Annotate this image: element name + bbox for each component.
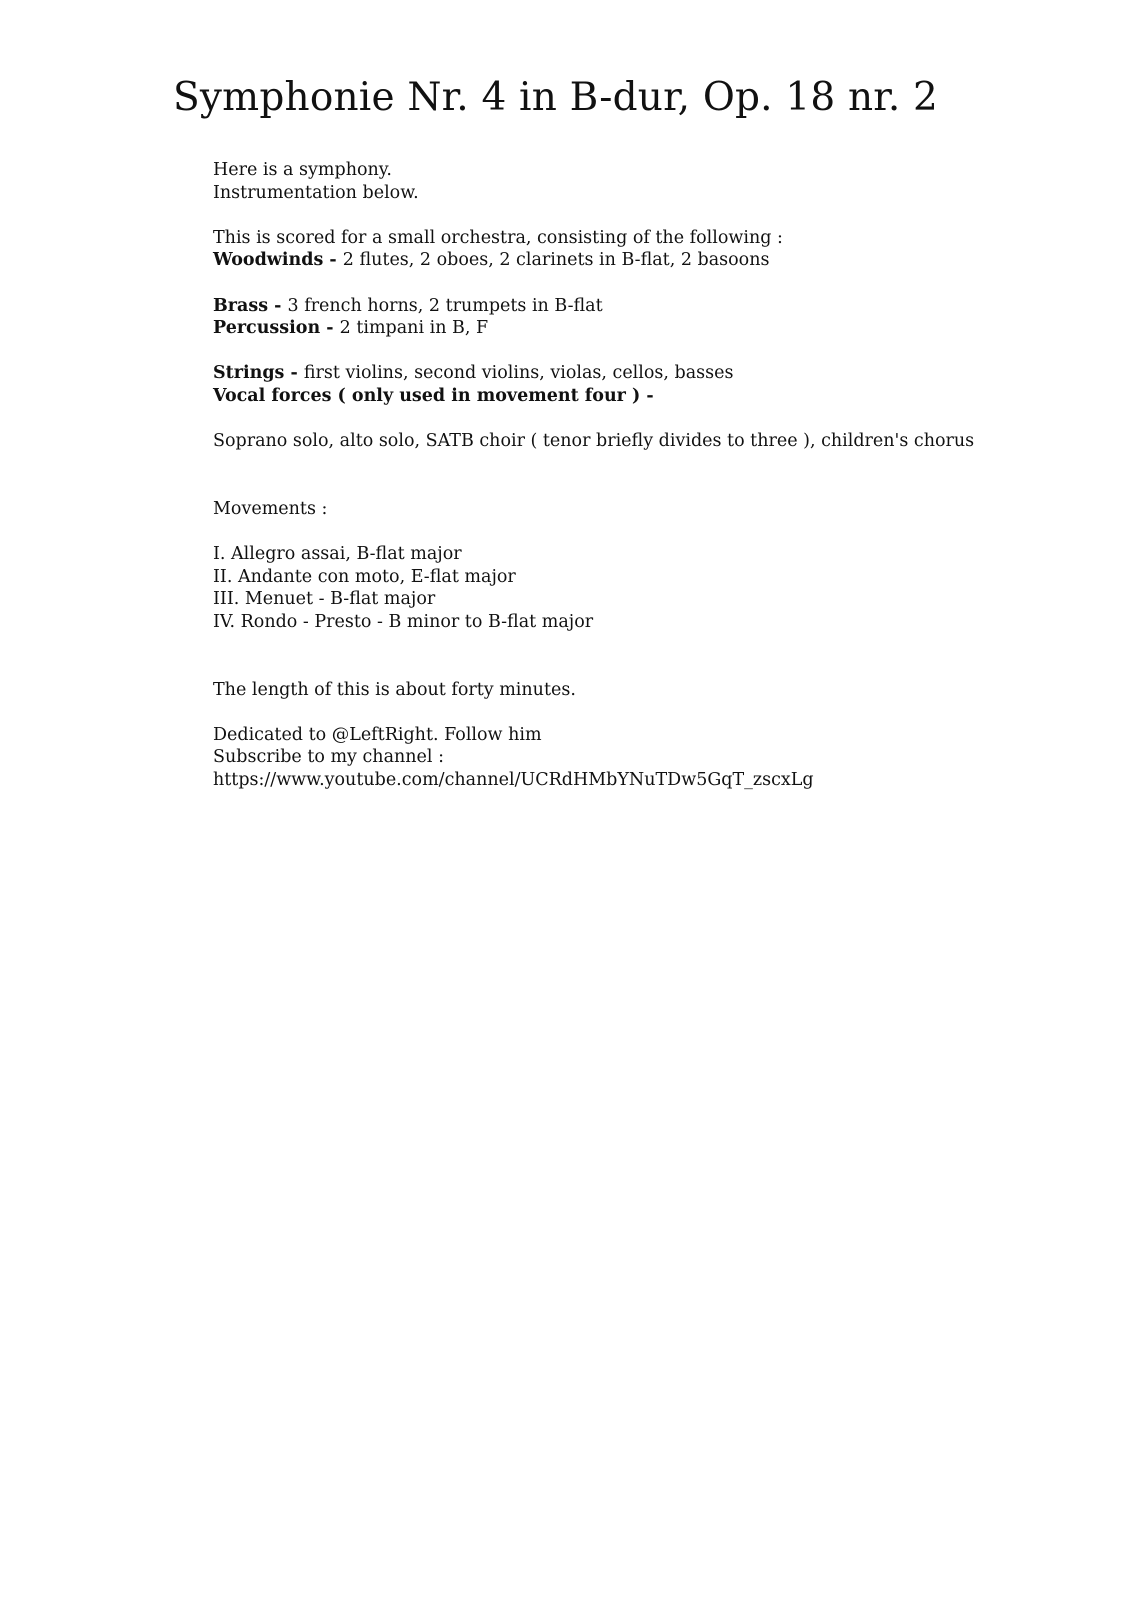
woodwinds-text: 2 flutes, 2 oboes, 2 clarinets in B-flat, 2 basoons — [342, 250, 770, 271]
length-line: The length of this is about forty minutes. — [213, 679, 576, 700]
brass-text: 3 french horns, 2 trumpets in B-flat — [287, 295, 603, 316]
spacer — [213, 340, 1113, 363]
strings-text: first violins, second violins, violas, cellos, basses — [303, 363, 734, 384]
strings-label: Strings - — [213, 363, 304, 384]
brass-label: Brass - — [213, 295, 288, 316]
spacer — [213, 521, 1113, 544]
subscribe-line: Subscribe to my channel : — [213, 747, 444, 768]
intro-line: Here is a symphony. — [213, 160, 392, 180]
movement-item: I. Allegro assai, B-flat major — [213, 544, 462, 565]
movement-item: IV. Rondo - Presto - B minor to B-flat major — [213, 611, 594, 632]
vocal-line — [213, 385, 1113, 408]
vocal-label: Vocal forces ( only used in movement four ) - — [213, 385, 654, 406]
strings-line — [213, 362, 1113, 385]
brass-line — [213, 295, 1113, 318]
spacer — [213, 701, 1113, 724]
channel-url: https://www.youtube.com/channel/UCRdHMbYNuTDw5GqT_zscxLg — [213, 770, 814, 791]
percussion-label: Percussion - — [213, 318, 340, 339]
movement-item: III. Menuet - B-flat major — [213, 589, 436, 610]
page-title: Symphonie Nr. 4 in B-dur, Op. 18 nr. 2 — [173, 75, 939, 120]
spacer — [213, 633, 1113, 678]
percussion-text: 2 timpani in B, F — [339, 318, 489, 339]
spacer — [213, 204, 1113, 227]
woodwinds-label: Woodwinds - — [213, 250, 343, 271]
spacer — [213, 272, 1113, 295]
movements-heading: Movements : — [213, 498, 328, 519]
intro-line: Instrumentation below. — [213, 182, 419, 203]
spacer — [213, 408, 1113, 431]
vocal-detail: Soprano solo, alto solo, SATB choir ( tenor briefly divides to three ), children's chorus — [213, 431, 975, 452]
percussion-line — [213, 317, 1113, 340]
scoring-lead: This is scored for a small orchestra, consisting of the following : — [213, 227, 783, 248]
movement-item: II. Andante con moto, E-flat major — [213, 566, 516, 587]
spacer — [213, 453, 1113, 498]
document-body — [213, 159, 1113, 792]
dedication-line: Dedicated to @LeftRight. Follow him — [213, 724, 542, 745]
woodwinds-line — [213, 249, 1113, 272]
